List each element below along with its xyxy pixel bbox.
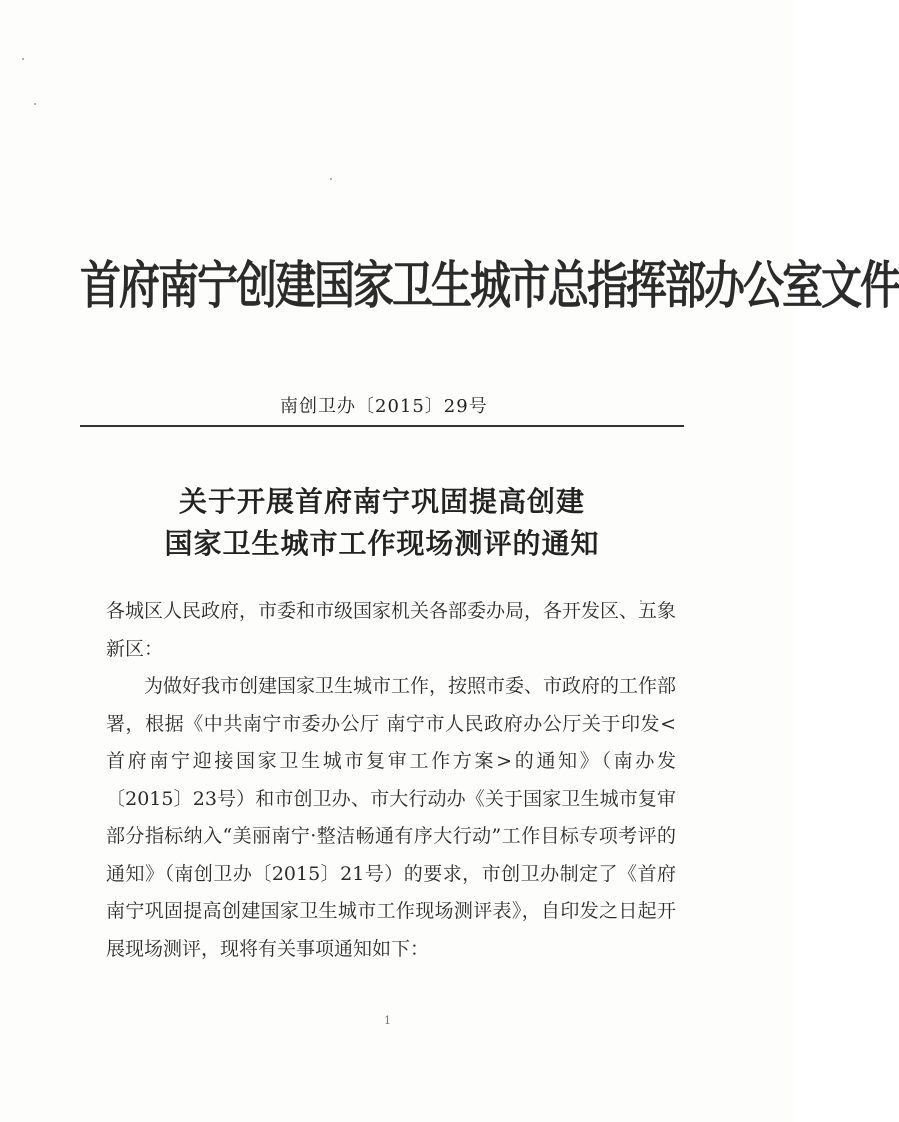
page-number: 1 [384,1014,391,1027]
scan-speck [330,178,332,180]
addressee-paragraph: 各城区人民政府，市委和市级国家机关各部委办局，各开发区、五象新区： [106,600,677,660]
body-paragraph: 为做好我市创建国家卫生城市工作，按照市委、市政府的工作部署，根据《中共南宁市委办公厅 南宁市人民政府办公厅关于印发<首府南宁迎接国家卫生城市复审工作方案>的通知》（南办发〔2015〕23号）和市创卫办、市大行动办《关于国家卫生城市复审部分指标纳入“美丽南宁·整洁畅通有序大行动”工作目标专项考评的通知》（南创卫办〔2015〕21号）的要求，市创卫办制定了《首府南宁巩固提高创建国家卫生城市工作现场测评表》，自印发之日起开展现场测评，现将有关事项通知如下： [106,675,677,960]
document-number: 南创卫办〔2015〕29号 [280,396,488,417]
document-body [106,593,676,968]
issuer-header: 首府南宁创建国家卫生城市总指挥部办公室文件 [80,255,899,316]
document-title-line-1: 关于开展首府南宁巩固提高创建 [178,485,585,518]
header-divider [80,425,684,427]
scan-speck [22,58,24,60]
document-title-line-2: 国家卫生城市工作现场测评的通知 [164,527,600,560]
scan-speck [34,103,36,105]
